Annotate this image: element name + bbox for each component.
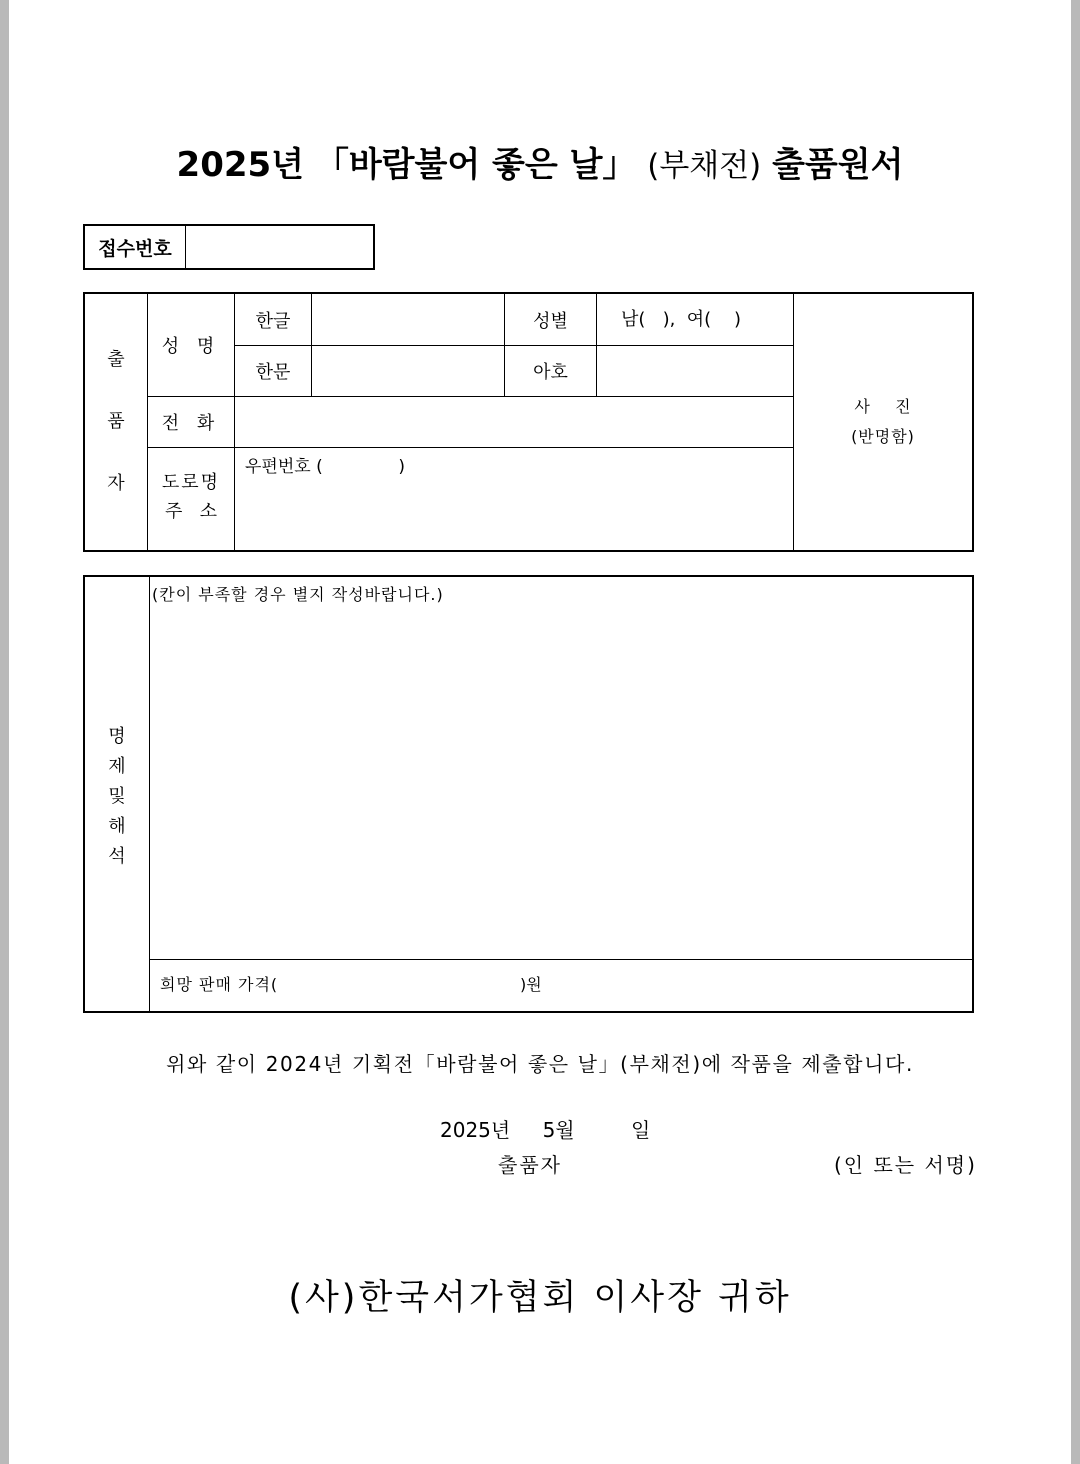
- receipt-number-box: [83, 224, 375, 270]
- address-field[interactable]: [235, 479, 793, 549]
- gender-field[interactable]: 남( ), 여( ): [621, 309, 742, 330]
- work-section-label: [85, 722, 149, 872]
- name-label: 성 명: [161, 336, 221, 357]
- applicant-label-char-3: 자: [107, 473, 125, 494]
- photo-label: 사 진: [854, 397, 912, 416]
- photo-area: [794, 294, 972, 550]
- gender-label: 성별: [533, 310, 568, 332]
- applicant-label-char-1: 출: [107, 349, 125, 370]
- address-label: [148, 468, 234, 526]
- price-field[interactable]: [300, 965, 520, 1005]
- applicant-table: [83, 292, 974, 552]
- phone-label: 전 화: [161, 413, 221, 434]
- applicant-signature-label: 출품자: [498, 1153, 562, 1177]
- price-unit: )원: [520, 975, 542, 994]
- work-label-char-3: 및: [108, 786, 126, 807]
- title-tail: 출품원서: [772, 145, 904, 185]
- pen-name-label: 아호: [533, 362, 568, 383]
- date-day: 일: [630, 1118, 651, 1142]
- title-year: 2025년: [176, 145, 305, 185]
- work-label-char-2: 제: [108, 756, 126, 777]
- hanja-label: 한문: [255, 362, 291, 383]
- hangul-label: 한글: [255, 310, 291, 332]
- work-table: [83, 575, 974, 1013]
- hangul-name-field[interactable]: [312, 294, 504, 345]
- work-label-char-5: 석: [108, 846, 126, 867]
- pen-name-field[interactable]: [597, 346, 793, 396]
- applicant-label-char-2: 품: [107, 411, 125, 432]
- price-label: 희망 판매 가격(: [160, 975, 279, 994]
- form-title: [0, 138, 1080, 193]
- receipt-number-field[interactable]: [186, 226, 373, 268]
- address-label-line-1: 도로명: [161, 472, 221, 493]
- photo-note: (반명함): [851, 427, 915, 446]
- applicant-section-label: [85, 329, 147, 515]
- addressee: (사)한국서가협회 이사장 귀하: [288, 1278, 792, 1318]
- work-description-field[interactable]: [150, 607, 972, 957]
- receipt-number-label: 접수번호: [85, 226, 186, 268]
- work-label-char-1: 명: [108, 726, 126, 747]
- postal-code-text: 우편번호 ( ): [245, 457, 406, 477]
- extra-sheet-note: (칸이 부족할 경우 별지 작성바랍니다.): [152, 585, 444, 604]
- declaration-text: 위와 같이 2024년 기획전「바람불어 좋은 날」(부채전)에 작품을 제출합니다.: [166, 1052, 914, 1076]
- date-month: 5월: [542, 1118, 575, 1142]
- seal-or-signature-label: (인 또는 서명): [834, 1153, 977, 1177]
- hanja-name-field[interactable]: [312, 346, 504, 396]
- phone-field[interactable]: [235, 397, 793, 447]
- work-label-char-4: 해: [108, 816, 126, 837]
- address-label-line-2: 주 소: [165, 501, 217, 522]
- date-year: 2025년: [440, 1118, 511, 1142]
- submission-date: [440, 1114, 676, 1143]
- title-name: 「바람불어 좋은 날」: [314, 145, 637, 185]
- title-subtitle: (부채전): [647, 148, 762, 184]
